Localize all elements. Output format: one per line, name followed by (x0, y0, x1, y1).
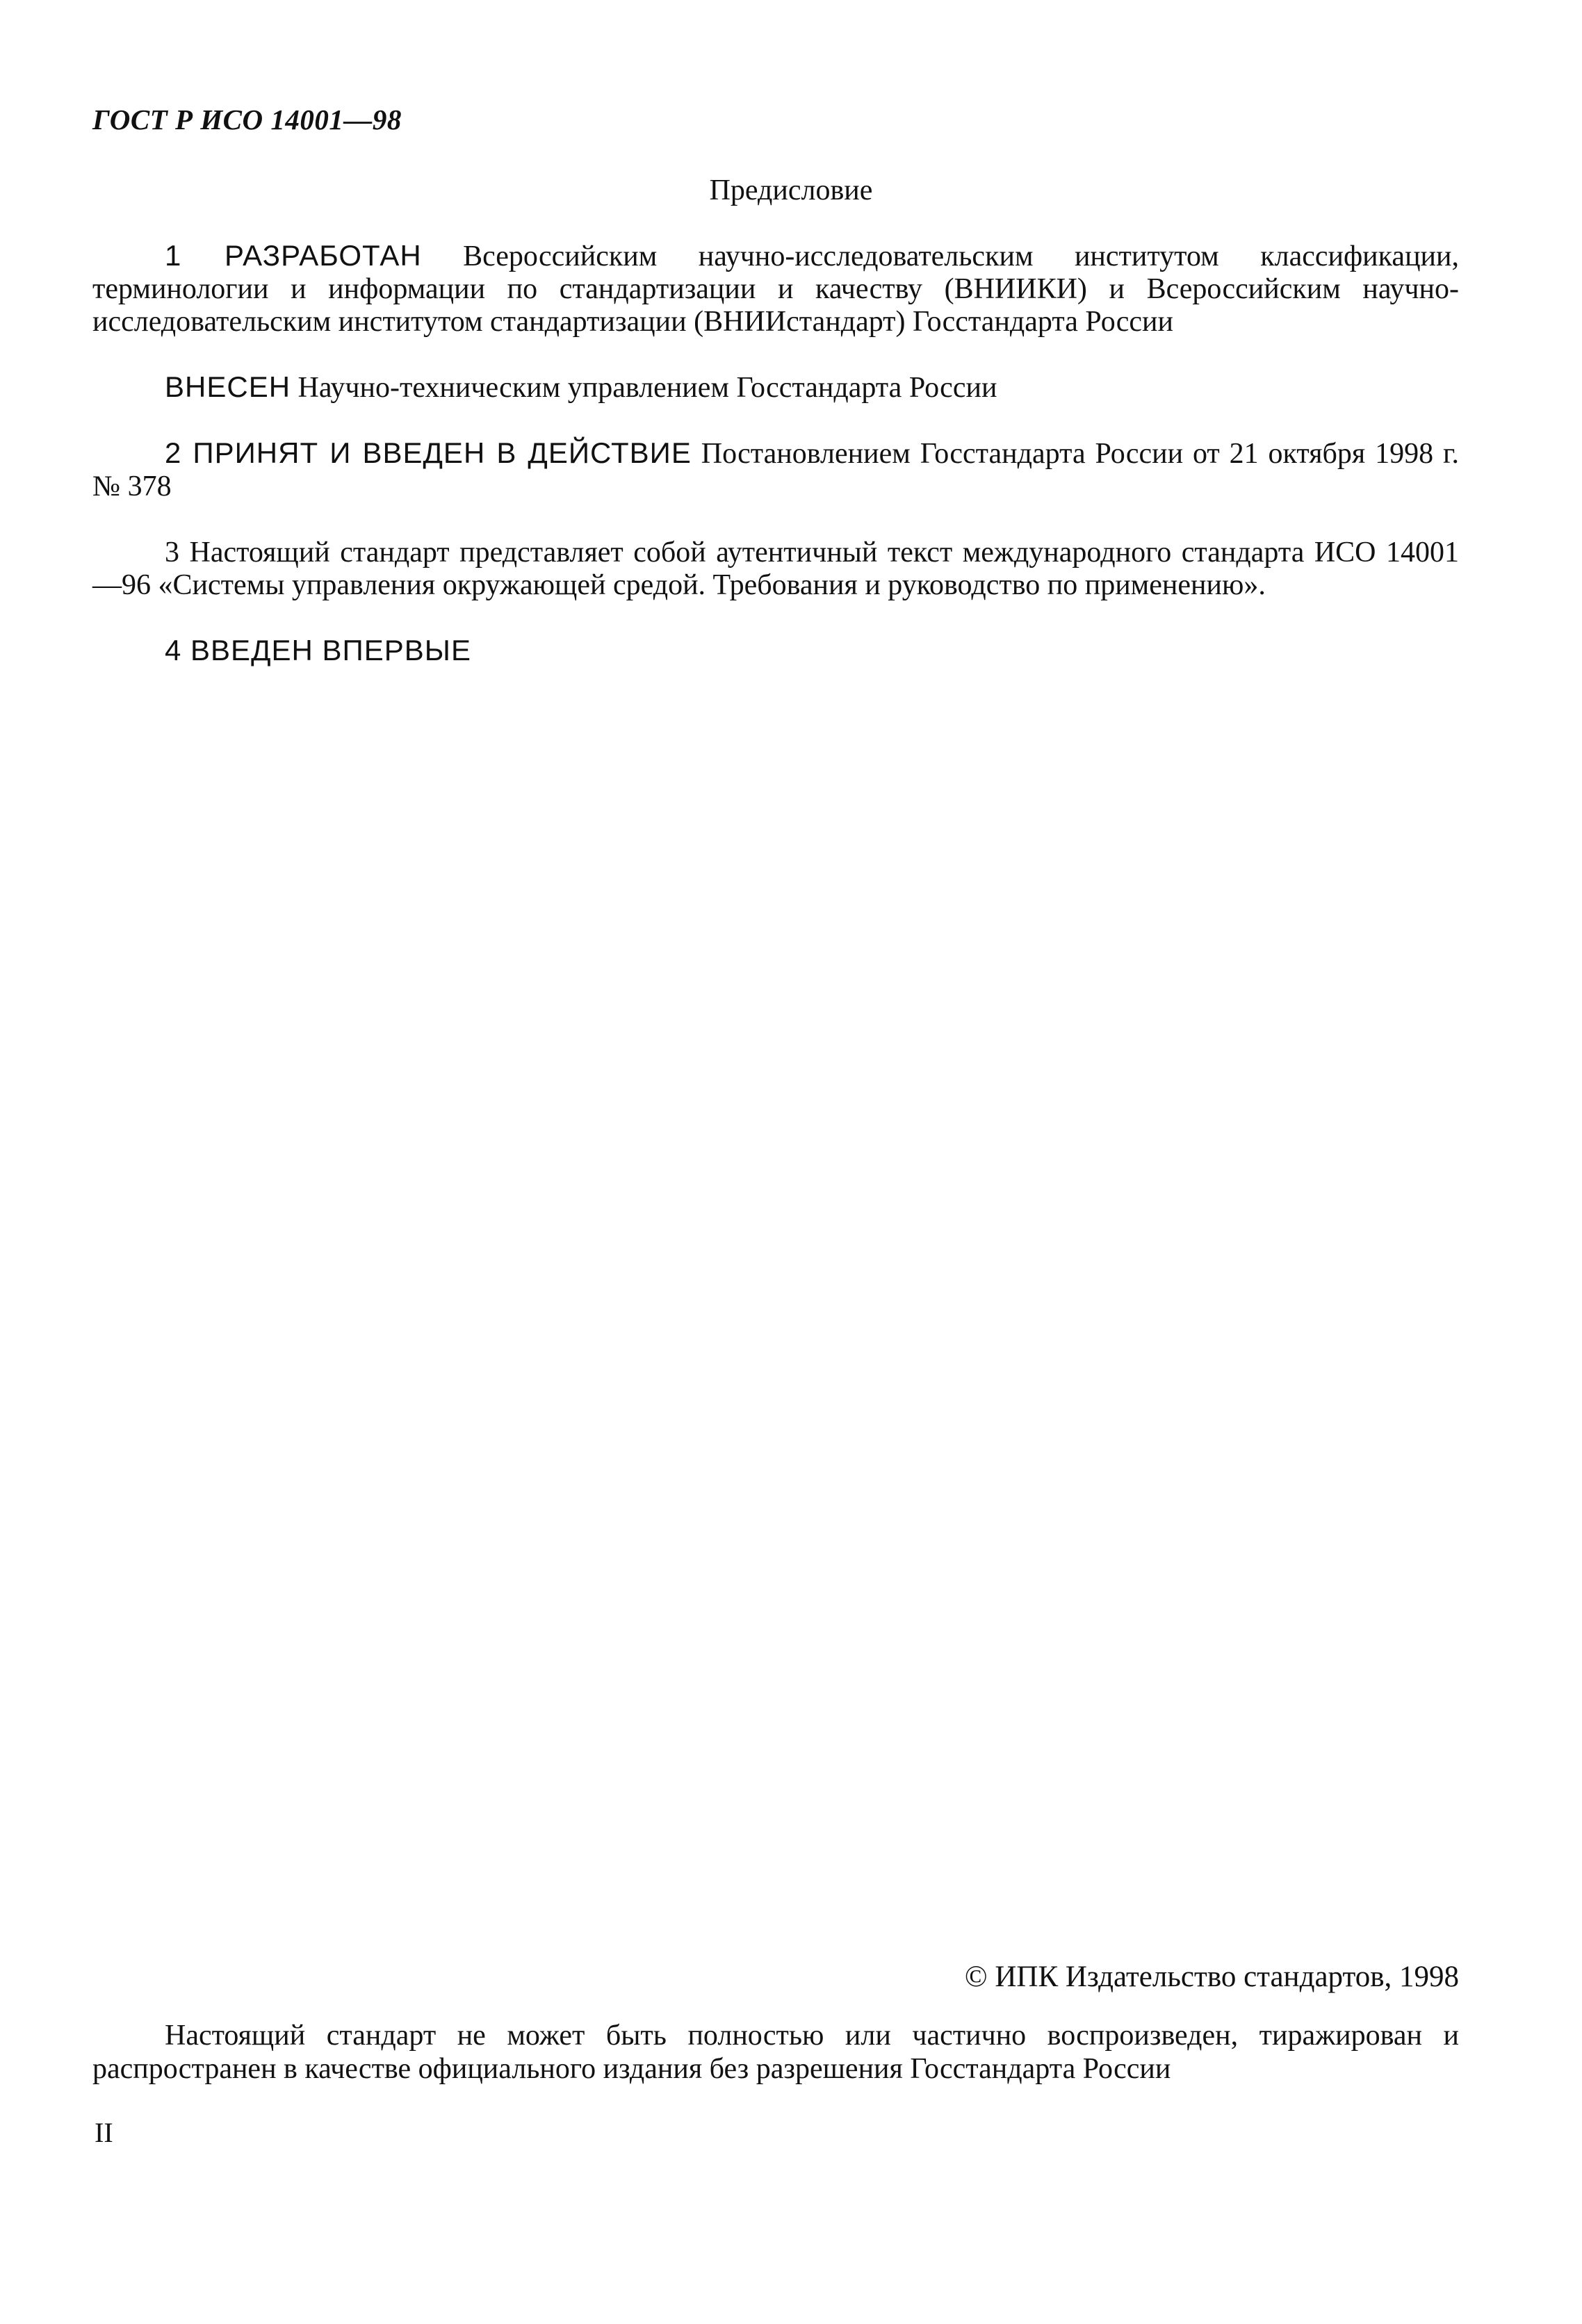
foreword-item-first-introduced (92, 634, 1459, 668)
item-lead: ВНЕСЕН (165, 370, 291, 403)
foreword-title: Предисловие (709, 174, 873, 206)
reproduction-notice: Настоящий стандарт не может быть полностью или частично воспроизведен, тиражирован и распространен в качестве официального издания без разрешения Госстандарта России (92, 2020, 1459, 2085)
item-text: Всероссийским научно-исследовательским институтом классификации, терминологии и информации по стандартизации и качеству (ВНИИКИ) и Всероссийским научно-исследовательским институтом стандартизации (ВНИИстандарт) Госстандарта России (92, 240, 1459, 338)
item-text: 3 Настоящий стандарт представляет собой аутентичный текст международного стандарта ИСО 14001—96 «Системы управления окружающей средой. Требования и руководство по применению». (92, 537, 1459, 601)
item-text: Научно-техническим управлением Госстандарта России (291, 372, 997, 404)
item-text: Постановлением Госстандарта России от 21 октября 1998 г. № 378 (92, 438, 1459, 502)
item-lead: 1 РАЗРАБОТАН (165, 239, 422, 272)
item-lead: 2 ПРИНЯТ И ВВЕДЕН В ДЕЙСТВИЕ (165, 436, 692, 469)
page-number: II (95, 2117, 113, 2148)
copyright-line: © ИПК Издательство стандартов, 1998 (964, 1961, 1459, 1993)
foreword-item-adopted (92, 436, 1459, 503)
foreword-item-authentic-text (92, 535, 1459, 602)
standard-code-header: ГОСТ Р ИСО 14001—98 (92, 104, 402, 136)
foreword-item-developed (92, 239, 1459, 338)
foreword-item-introduced (92, 370, 1459, 404)
foreword-body (92, 239, 1459, 700)
item-lead: 4 ВВЕДЕН ВПЕРВЫЕ (165, 634, 471, 666)
